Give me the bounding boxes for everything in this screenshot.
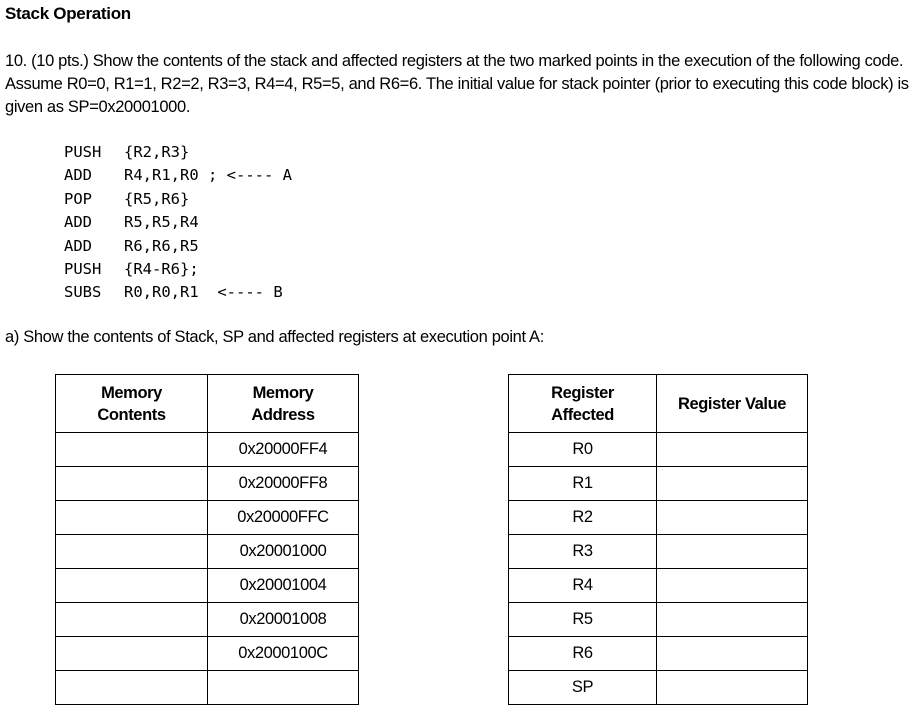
memory-address-cell: 0x20001000 bbox=[208, 535, 359, 569]
memory-contents-header bbox=[56, 375, 208, 433]
code-opcode: ADD bbox=[64, 236, 92, 255]
register-name-cell: SP bbox=[509, 671, 657, 705]
memory-contents-cell[interactable] bbox=[56, 671, 208, 705]
memory-address-cell: 0x20001008 bbox=[208, 603, 359, 637]
register-value-cell[interactable] bbox=[657, 569, 808, 603]
memory-contents-cell[interactable] bbox=[56, 433, 208, 467]
memory-contents-cell[interactable] bbox=[56, 569, 208, 603]
code-line bbox=[64, 211, 292, 234]
memory-address-header bbox=[208, 375, 359, 433]
memory-table-row bbox=[56, 671, 359, 705]
memory-address-cell bbox=[208, 671, 359, 705]
memory-address-cell: 0x2000100C bbox=[208, 637, 359, 671]
code-opcode: PUSH bbox=[64, 259, 102, 278]
memory-contents-cell[interactable] bbox=[56, 535, 208, 569]
memory-address-cell: 0x20000FF8 bbox=[208, 467, 359, 501]
code-opcode: PUSH bbox=[64, 143, 102, 161]
register-table-row bbox=[509, 637, 808, 671]
code-operands: R5,R5,R4 bbox=[124, 213, 199, 232]
memory-contents-header-label: Memory Contents bbox=[97, 383, 166, 424]
register-name-cell: R4 bbox=[509, 569, 657, 603]
memory-table-row bbox=[56, 467, 359, 501]
code-line bbox=[64, 141, 292, 164]
register-table-row bbox=[509, 569, 808, 603]
code-marker: <---- B bbox=[217, 283, 283, 302]
memory-contents-cell[interactable] bbox=[56, 501, 208, 535]
part-a-prompt: a) Show the contents of Stack, SP and affected registers at execution point A: bbox=[5, 328, 544, 346]
memory-contents-cell[interactable] bbox=[56, 467, 208, 501]
register-value-cell[interactable] bbox=[657, 637, 808, 671]
memory-table-row bbox=[56, 569, 359, 603]
register-value-cell[interactable] bbox=[657, 535, 808, 569]
register-affected-header-label: Register Affected bbox=[551, 383, 614, 424]
register-name-cell: R1 bbox=[509, 467, 657, 501]
register-name-cell: R5 bbox=[509, 603, 657, 637]
code-line bbox=[64, 188, 292, 211]
register-name-cell: R2 bbox=[509, 501, 657, 535]
code-opcode: SUBS bbox=[64, 283, 102, 302]
code-marker: <---- A bbox=[226, 166, 292, 185]
memory-table-row bbox=[56, 501, 359, 535]
memory-contents-cell[interactable] bbox=[56, 603, 208, 637]
code-operands: R6,R6,R5 bbox=[124, 236, 199, 255]
register-value-cell[interactable] bbox=[657, 467, 808, 501]
memory-table-row bbox=[56, 637, 359, 671]
code-operands: R4,R1,R0 ; bbox=[124, 166, 227, 185]
memory-table-row bbox=[56, 433, 359, 467]
register-table-row bbox=[509, 433, 808, 467]
memory-table-row bbox=[56, 535, 359, 569]
code-opcode: ADD bbox=[64, 213, 92, 232]
question-text: 10. (10 pts.) Show the contents of the stack and affected registers at the two marked points in the execution of the following code. Assume R0=0, R1=1, R2=2, R3=3, R4=4, R5=5, and R6=6. The initial value for stack pointer (prior to executing this code block) is given as SP=0x20001000. bbox=[5, 52, 909, 116]
register-table-row bbox=[509, 467, 808, 501]
code-operands: {R2,R3} bbox=[124, 143, 190, 161]
register-table-row bbox=[509, 501, 808, 535]
code-opcode: POP bbox=[64, 189, 92, 208]
code-line bbox=[64, 164, 292, 187]
register-table bbox=[508, 374, 808, 705]
register-table-header bbox=[509, 375, 808, 433]
register-name-cell: R3 bbox=[509, 535, 657, 569]
register-value-cell[interactable] bbox=[657, 671, 808, 705]
code-operands: {R4-R6}; bbox=[124, 259, 199, 278]
register-value-cell[interactable] bbox=[657, 603, 808, 637]
memory-table bbox=[55, 374, 359, 705]
section-title: Stack Operation bbox=[5, 4, 131, 23]
code-line bbox=[64, 235, 292, 258]
register-name-cell: R6 bbox=[509, 637, 657, 671]
register-value-header bbox=[657, 375, 808, 433]
memory-address-cell: 0x20000FF4 bbox=[208, 433, 359, 467]
register-value-cell[interactable] bbox=[657, 501, 808, 535]
memory-address-cell: 0x20000FFC bbox=[208, 501, 359, 535]
register-name-cell: R0 bbox=[509, 433, 657, 467]
register-affected-header bbox=[509, 375, 657, 433]
memory-contents-cell[interactable] bbox=[56, 637, 208, 671]
memory-address-header-label: Memory Address bbox=[251, 383, 315, 424]
code-opcode: ADD bbox=[64, 166, 92, 185]
register-table-row bbox=[509, 671, 808, 705]
memory-table-header bbox=[56, 375, 359, 433]
memory-address-cell: 0x20001004 bbox=[208, 569, 359, 603]
register-table-row bbox=[509, 603, 808, 637]
memory-table-row bbox=[56, 603, 359, 637]
register-value-cell[interactable] bbox=[657, 433, 808, 467]
register-value-header-label: Register Value bbox=[677, 394, 787, 413]
code-line bbox=[64, 281, 292, 304]
code-block bbox=[64, 141, 292, 305]
code-line bbox=[64, 258, 292, 281]
register-table-row bbox=[509, 535, 808, 569]
code-operands: {R5,R6} bbox=[124, 189, 190, 208]
code-operands: R0,R0,R1 bbox=[124, 283, 218, 302]
